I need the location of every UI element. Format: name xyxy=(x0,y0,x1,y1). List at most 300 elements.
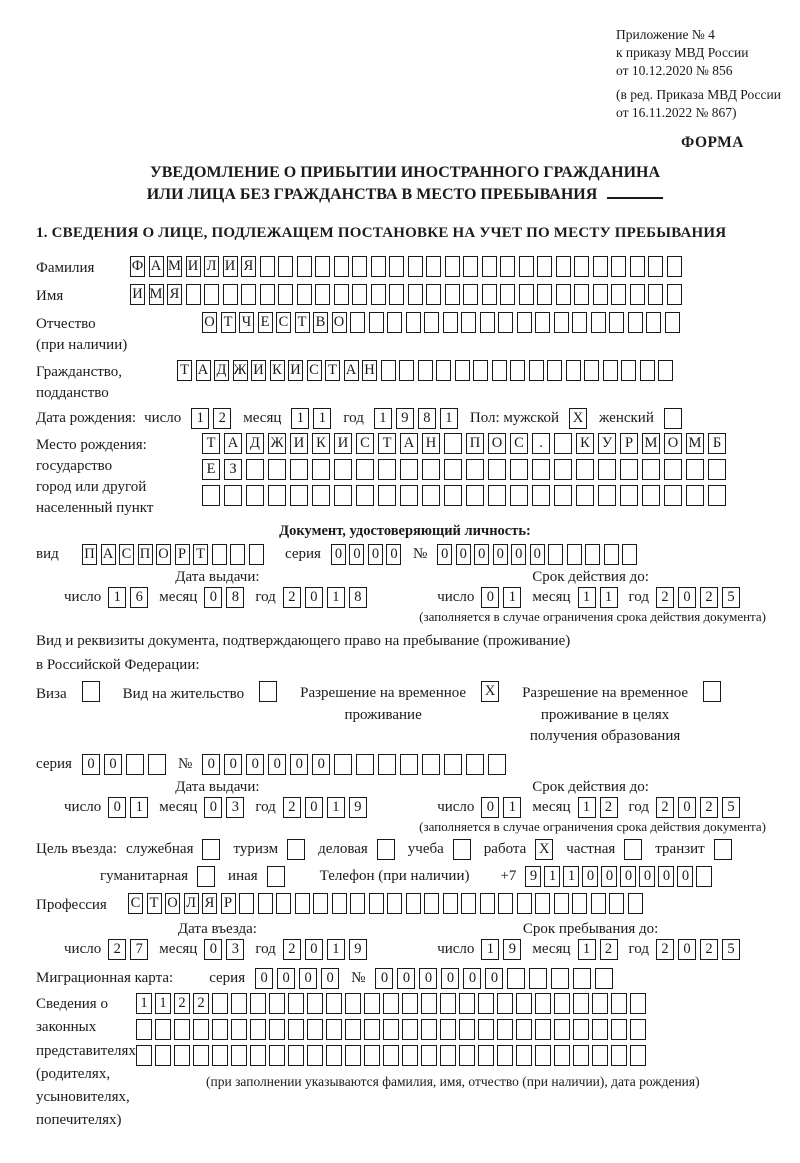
char-cell[interactable]: С xyxy=(356,433,374,454)
char-cell[interactable] xyxy=(369,312,384,333)
permit-issue-day-field[interactable] xyxy=(108,797,152,818)
char-cell[interactable]: И xyxy=(223,256,238,277)
char-cell[interactable] xyxy=(620,485,638,506)
char-cell[interactable]: . xyxy=(532,433,550,454)
char-cell[interactable]: 0 xyxy=(202,754,220,775)
char-cell[interactable] xyxy=(455,360,470,381)
char-cell[interactable]: 9 xyxy=(349,797,367,818)
char-cell[interactable] xyxy=(603,360,618,381)
char-cell[interactable] xyxy=(249,544,264,565)
char-cell[interactable]: М xyxy=(642,433,660,454)
char-cell[interactable]: 5 xyxy=(722,587,740,608)
char-cell[interactable]: А xyxy=(196,360,211,381)
char-cell[interactable] xyxy=(197,866,215,887)
char-cell[interactable]: 2 xyxy=(283,797,301,818)
char-cell[interactable]: 1 xyxy=(327,939,345,960)
char-cell[interactable] xyxy=(714,839,732,860)
char-cell[interactable]: 0 xyxy=(246,754,264,775)
char-cell[interactable] xyxy=(259,681,277,702)
char-cell[interactable]: Н xyxy=(362,360,377,381)
char-cell[interactable]: Л xyxy=(204,256,219,277)
char-cell[interactable]: X xyxy=(481,681,499,702)
char-cell[interactable] xyxy=(418,360,433,381)
checkbox-temp-residence-edu[interactable] xyxy=(703,681,725,702)
char-cell[interactable]: И xyxy=(130,284,145,305)
char-cell[interactable]: 1 xyxy=(327,587,345,608)
char-cell[interactable] xyxy=(246,459,264,480)
char-cell[interactable]: Ж xyxy=(268,433,286,454)
char-cell[interactable]: 0 xyxy=(312,754,330,775)
char-cell[interactable]: Р xyxy=(620,433,638,454)
birth-month-field[interactable] xyxy=(291,408,335,429)
char-cell[interactable] xyxy=(445,256,460,277)
char-cell[interactable] xyxy=(422,459,440,480)
char-cell[interactable] xyxy=(573,993,589,1014)
char-cell[interactable]: 0 xyxy=(290,754,308,775)
checkbox-humanitarian[interactable] xyxy=(197,866,219,887)
char-cell[interactable]: 9 xyxy=(349,939,367,960)
char-cell[interactable] xyxy=(267,866,285,887)
char-cell[interactable] xyxy=(402,1045,418,1066)
char-cell[interactable] xyxy=(408,284,423,305)
checkbox-residence-permit[interactable] xyxy=(259,681,281,702)
doc-series-field[interactable] xyxy=(331,544,405,565)
char-cell[interactable]: И xyxy=(290,433,308,454)
char-cell[interactable] xyxy=(345,993,361,1014)
char-cell[interactable] xyxy=(463,284,478,305)
char-cell[interactable] xyxy=(459,993,475,1014)
char-cell[interactable] xyxy=(334,459,352,480)
char-cell[interactable]: О xyxy=(156,544,171,565)
char-cell[interactable]: 0 xyxy=(582,866,598,887)
char-cell[interactable]: 1 xyxy=(440,408,458,429)
char-cell[interactable] xyxy=(381,360,396,381)
char-cell[interactable] xyxy=(556,256,571,277)
char-cell[interactable]: И xyxy=(186,256,201,277)
char-cell[interactable] xyxy=(535,1019,551,1040)
char-cell[interactable]: 0 xyxy=(268,754,286,775)
char-cell[interactable] xyxy=(426,256,441,277)
entry-year-field[interactable] xyxy=(283,939,371,960)
char-cell[interactable] xyxy=(516,993,532,1014)
char-cell[interactable]: О xyxy=(332,312,347,333)
char-cell[interactable] xyxy=(459,1019,475,1040)
char-cell[interactable] xyxy=(288,1045,304,1066)
char-cell[interactable] xyxy=(510,360,525,381)
char-cell[interactable] xyxy=(444,433,462,454)
char-cell[interactable]: 0 xyxy=(349,544,364,565)
char-cell[interactable]: А xyxy=(400,433,418,454)
char-cell[interactable]: 0 xyxy=(305,587,323,608)
char-cell[interactable] xyxy=(473,360,488,381)
char-cell[interactable]: К xyxy=(270,360,285,381)
phone-field[interactable] xyxy=(525,866,715,887)
char-cell[interactable]: И xyxy=(251,360,266,381)
checkbox-temp-residence[interactable] xyxy=(481,681,503,702)
checkbox-female[interactable] xyxy=(664,408,686,429)
char-cell[interactable]: 0 xyxy=(305,939,323,960)
char-cell[interactable] xyxy=(478,1045,494,1066)
char-cell[interactable] xyxy=(532,485,550,506)
char-cell[interactable] xyxy=(478,993,494,1014)
char-cell[interactable] xyxy=(529,360,544,381)
representatives-field-row2[interactable] xyxy=(136,1019,774,1040)
char-cell[interactable] xyxy=(609,312,624,333)
char-cell[interactable]: 1 xyxy=(327,797,345,818)
checkbox-other[interactable] xyxy=(267,866,289,887)
char-cell[interactable]: 0 xyxy=(108,797,126,818)
char-cell[interactable] xyxy=(554,1045,570,1066)
char-cell[interactable] xyxy=(378,459,396,480)
char-cell[interactable] xyxy=(202,485,220,506)
char-cell[interactable]: 1 xyxy=(600,587,618,608)
char-cell[interactable] xyxy=(572,893,587,914)
char-cell[interactable] xyxy=(174,1019,190,1040)
char-cell[interactable]: Ч xyxy=(239,312,254,333)
char-cell[interactable]: 2 xyxy=(700,587,718,608)
char-cell[interactable]: 7 xyxy=(130,939,148,960)
char-cell[interactable] xyxy=(364,1019,380,1040)
patronymic-field[interactable] xyxy=(202,312,683,333)
char-cell[interactable]: С xyxy=(128,893,143,914)
char-cell[interactable] xyxy=(239,893,254,914)
char-cell[interactable]: 1 xyxy=(291,408,309,429)
char-cell[interactable]: 0 xyxy=(658,866,674,887)
char-cell[interactable] xyxy=(554,1019,570,1040)
char-cell[interactable] xyxy=(642,485,660,506)
char-cell[interactable] xyxy=(686,485,704,506)
checkbox-official[interactable] xyxy=(202,839,224,860)
char-cell[interactable] xyxy=(500,256,515,277)
checkbox-tourism[interactable] xyxy=(287,839,309,860)
char-cell[interactable] xyxy=(313,893,328,914)
char-cell[interactable] xyxy=(611,1019,627,1040)
char-cell[interactable] xyxy=(482,256,497,277)
checkbox-male[interactable] xyxy=(569,408,591,429)
char-cell[interactable] xyxy=(585,544,600,565)
char-cell[interactable]: Я xyxy=(241,256,256,277)
char-cell[interactable]: Т xyxy=(202,433,220,454)
char-cell[interactable] xyxy=(307,1045,323,1066)
birth-place-field-row3[interactable] xyxy=(202,485,730,506)
checkbox-study[interactable] xyxy=(453,839,475,860)
char-cell[interactable] xyxy=(307,993,323,1014)
char-cell[interactable]: 1 xyxy=(108,587,126,608)
char-cell[interactable]: 2 xyxy=(283,939,301,960)
char-cell[interactable] xyxy=(567,544,582,565)
char-cell[interactable] xyxy=(498,312,513,333)
char-cell[interactable]: 1 xyxy=(481,939,499,960)
char-cell[interactable] xyxy=(290,485,308,506)
char-cell[interactable]: С xyxy=(119,544,134,565)
char-cell[interactable]: 0 xyxy=(620,866,636,887)
char-cell[interactable] xyxy=(260,284,275,305)
char-cell[interactable] xyxy=(402,993,418,1014)
char-cell[interactable]: К xyxy=(312,433,330,454)
char-cell[interactable] xyxy=(535,1045,551,1066)
representatives-field-row3[interactable] xyxy=(136,1045,774,1066)
char-cell[interactable]: 0 xyxy=(397,968,415,989)
char-cell[interactable] xyxy=(478,1019,494,1040)
char-cell[interactable] xyxy=(268,485,286,506)
char-cell[interactable]: 0 xyxy=(255,968,273,989)
char-cell[interactable] xyxy=(646,312,661,333)
char-cell[interactable] xyxy=(482,284,497,305)
char-cell[interactable] xyxy=(519,256,534,277)
char-cell[interactable] xyxy=(356,485,374,506)
char-cell[interactable] xyxy=(250,993,266,1014)
char-cell[interactable] xyxy=(260,256,275,277)
char-cell[interactable] xyxy=(497,993,513,1014)
char-cell[interactable]: У xyxy=(598,433,616,454)
char-cell[interactable] xyxy=(174,1045,190,1066)
char-cell[interactable] xyxy=(630,256,645,277)
char-cell[interactable]: 1 xyxy=(313,408,331,429)
stay-month-field[interactable] xyxy=(578,939,622,960)
char-cell[interactable]: 0 xyxy=(678,797,696,818)
char-cell[interactable]: 0 xyxy=(331,544,346,565)
char-cell[interactable] xyxy=(554,485,572,506)
char-cell[interactable] xyxy=(276,893,291,914)
char-cell[interactable] xyxy=(287,839,305,860)
char-cell[interactable] xyxy=(664,485,682,506)
char-cell[interactable] xyxy=(352,284,367,305)
char-cell[interactable]: 2 xyxy=(193,993,209,1014)
char-cell[interactable] xyxy=(576,459,594,480)
char-cell[interactable]: О xyxy=(664,433,682,454)
char-cell[interactable] xyxy=(269,993,285,1014)
char-cell[interactable] xyxy=(630,1019,646,1040)
char-cell[interactable] xyxy=(186,284,201,305)
char-cell[interactable] xyxy=(426,284,441,305)
char-cell[interactable] xyxy=(223,284,238,305)
char-cell[interactable] xyxy=(480,893,495,914)
char-cell[interactable]: Д xyxy=(246,433,264,454)
char-cell[interactable]: 0 xyxy=(463,968,481,989)
char-cell[interactable]: Б xyxy=(708,433,726,454)
char-cell[interactable] xyxy=(231,1045,247,1066)
permit-valid-year-field[interactable] xyxy=(656,797,744,818)
char-cell[interactable] xyxy=(278,256,293,277)
char-cell[interactable] xyxy=(488,459,506,480)
char-cell[interactable] xyxy=(421,1045,437,1066)
char-cell[interactable]: П xyxy=(82,544,97,565)
char-cell[interactable]: 1 xyxy=(136,993,152,1014)
char-cell[interactable]: А xyxy=(101,544,116,565)
char-cell[interactable]: В xyxy=(313,312,328,333)
char-cell[interactable]: 0 xyxy=(481,587,499,608)
char-cell[interactable] xyxy=(326,1019,342,1040)
char-cell[interactable]: Л xyxy=(184,893,199,914)
birth-place-field-row2[interactable] xyxy=(202,459,730,480)
char-cell[interactable] xyxy=(334,284,349,305)
permit-valid-day-field[interactable] xyxy=(481,797,525,818)
char-cell[interactable] xyxy=(364,993,380,1014)
char-cell[interactable]: Т xyxy=(221,312,236,333)
char-cell[interactable] xyxy=(500,284,515,305)
char-cell[interactable] xyxy=(307,1019,323,1040)
char-cell[interactable] xyxy=(231,993,247,1014)
char-cell[interactable] xyxy=(212,544,227,565)
char-cell[interactable] xyxy=(611,993,627,1014)
checkbox-business[interactable] xyxy=(377,839,399,860)
char-cell[interactable]: 0 xyxy=(481,797,499,818)
char-cell[interactable] xyxy=(406,893,421,914)
char-cell[interactable]: 5 xyxy=(722,797,740,818)
char-cell[interactable]: А xyxy=(224,433,242,454)
char-cell[interactable] xyxy=(554,993,570,1014)
char-cell[interactable] xyxy=(350,893,365,914)
char-cell[interactable] xyxy=(250,1019,266,1040)
char-cell[interactable] xyxy=(591,312,606,333)
char-cell[interactable]: О xyxy=(165,893,180,914)
char-cell[interactable] xyxy=(315,284,330,305)
char-cell[interactable]: Е xyxy=(202,459,220,480)
char-cell[interactable] xyxy=(295,893,310,914)
char-cell[interactable] xyxy=(389,284,404,305)
char-cell[interactable] xyxy=(421,1019,437,1040)
char-cell[interactable]: П xyxy=(466,433,484,454)
char-cell[interactable] xyxy=(535,312,550,333)
char-cell[interactable] xyxy=(593,256,608,277)
char-cell[interactable]: 2 xyxy=(656,797,674,818)
char-cell[interactable] xyxy=(665,312,680,333)
char-cell[interactable]: С xyxy=(276,312,291,333)
char-cell[interactable] xyxy=(155,1019,171,1040)
char-cell[interactable]: О xyxy=(202,312,217,333)
char-cell[interactable] xyxy=(664,459,682,480)
profession-field[interactable] xyxy=(128,893,646,914)
char-cell[interactable]: 2 xyxy=(600,939,618,960)
char-cell[interactable] xyxy=(202,839,220,860)
checkbox-transit[interactable] xyxy=(714,839,736,860)
char-cell[interactable]: 1 xyxy=(191,408,209,429)
stay-day-field[interactable] xyxy=(481,939,525,960)
char-cell[interactable]: С xyxy=(510,433,528,454)
char-cell[interactable]: 2 xyxy=(700,797,718,818)
char-cell[interactable] xyxy=(480,312,495,333)
char-cell[interactable] xyxy=(519,284,534,305)
char-cell[interactable] xyxy=(224,485,242,506)
char-cell[interactable] xyxy=(350,312,365,333)
char-cell[interactable] xyxy=(148,754,166,775)
char-cell[interactable]: 0 xyxy=(82,754,100,775)
char-cell[interactable]: X xyxy=(535,839,553,860)
char-cell[interactable] xyxy=(193,1045,209,1066)
char-cell[interactable]: Д xyxy=(214,360,229,381)
char-cell[interactable] xyxy=(488,485,506,506)
char-cell[interactable]: 8 xyxy=(226,587,244,608)
char-cell[interactable] xyxy=(517,312,532,333)
char-cell[interactable] xyxy=(334,256,349,277)
char-cell[interactable] xyxy=(537,256,552,277)
char-cell[interactable]: 1 xyxy=(578,797,596,818)
char-cell[interactable]: 1 xyxy=(503,797,521,818)
char-cell[interactable]: 0 xyxy=(511,544,526,565)
char-cell[interactable] xyxy=(356,754,374,775)
char-cell[interactable]: X xyxy=(569,408,587,429)
checkbox-visa[interactable] xyxy=(82,681,104,702)
doc-valid-day-field[interactable] xyxy=(481,587,525,608)
char-cell[interactable] xyxy=(466,485,484,506)
char-cell[interactable] xyxy=(334,754,352,775)
char-cell[interactable]: 1 xyxy=(563,866,579,887)
permit-issue-month-field[interactable] xyxy=(204,797,248,818)
char-cell[interactable] xyxy=(573,1019,589,1040)
char-cell[interactable] xyxy=(443,312,458,333)
char-cell[interactable] xyxy=(554,893,569,914)
char-cell[interactable]: 0 xyxy=(601,866,617,887)
char-cell[interactable]: 0 xyxy=(485,968,503,989)
char-cell[interactable] xyxy=(696,866,712,887)
permit-number-field[interactable] xyxy=(202,754,510,775)
char-cell[interactable]: М xyxy=(149,284,164,305)
char-cell[interactable] xyxy=(624,839,642,860)
char-cell[interactable] xyxy=(537,284,552,305)
char-cell[interactable]: 0 xyxy=(321,968,339,989)
birth-year-field[interactable] xyxy=(374,408,462,429)
char-cell[interactable]: 2 xyxy=(213,408,231,429)
char-cell[interactable]: 2 xyxy=(600,797,618,818)
char-cell[interactable] xyxy=(573,1045,589,1066)
permit-valid-month-field[interactable] xyxy=(578,797,622,818)
char-cell[interactable] xyxy=(648,284,663,305)
char-cell[interactable] xyxy=(620,459,638,480)
char-cell[interactable]: Е xyxy=(258,312,273,333)
char-cell[interactable] xyxy=(334,485,352,506)
char-cell[interactable] xyxy=(517,893,532,914)
char-cell[interactable] xyxy=(640,360,655,381)
char-cell[interactable] xyxy=(604,544,619,565)
char-cell[interactable] xyxy=(510,459,528,480)
permit-series-field[interactable] xyxy=(82,754,170,775)
char-cell[interactable] xyxy=(408,256,423,277)
char-cell[interactable] xyxy=(387,312,402,333)
char-cell[interactable] xyxy=(269,1045,285,1066)
char-cell[interactable]: Т xyxy=(295,312,310,333)
char-cell[interactable] xyxy=(230,544,245,565)
char-cell[interactable] xyxy=(82,681,100,702)
char-cell[interactable] xyxy=(326,1045,342,1066)
char-cell[interactable] xyxy=(554,459,572,480)
char-cell[interactable]: 5 xyxy=(722,939,740,960)
char-cell[interactable] xyxy=(352,256,367,277)
char-cell[interactable] xyxy=(463,256,478,277)
char-cell[interactable] xyxy=(387,893,402,914)
char-cell[interactable] xyxy=(532,459,550,480)
char-cell[interactable] xyxy=(443,893,458,914)
char-cell[interactable]: М xyxy=(167,256,182,277)
char-cell[interactable] xyxy=(498,893,513,914)
char-cell[interactable] xyxy=(312,485,330,506)
char-cell[interactable]: 0 xyxy=(530,544,545,565)
char-cell[interactable] xyxy=(136,1019,152,1040)
char-cell[interactable] xyxy=(345,1045,361,1066)
char-cell[interactable]: Я xyxy=(167,284,182,305)
char-cell[interactable] xyxy=(461,893,476,914)
char-cell[interactable] xyxy=(440,1045,456,1066)
char-cell[interactable]: Н xyxy=(422,433,440,454)
char-cell[interactable]: 0 xyxy=(386,544,401,565)
char-cell[interactable] xyxy=(551,968,569,989)
char-cell[interactable] xyxy=(703,681,721,702)
char-cell[interactable]: 1 xyxy=(130,797,148,818)
char-cell[interactable]: 2 xyxy=(700,939,718,960)
char-cell[interactable] xyxy=(497,1019,513,1040)
citizenship-field[interactable] xyxy=(177,360,677,381)
char-cell[interactable] xyxy=(611,1045,627,1066)
char-cell[interactable] xyxy=(598,485,616,506)
